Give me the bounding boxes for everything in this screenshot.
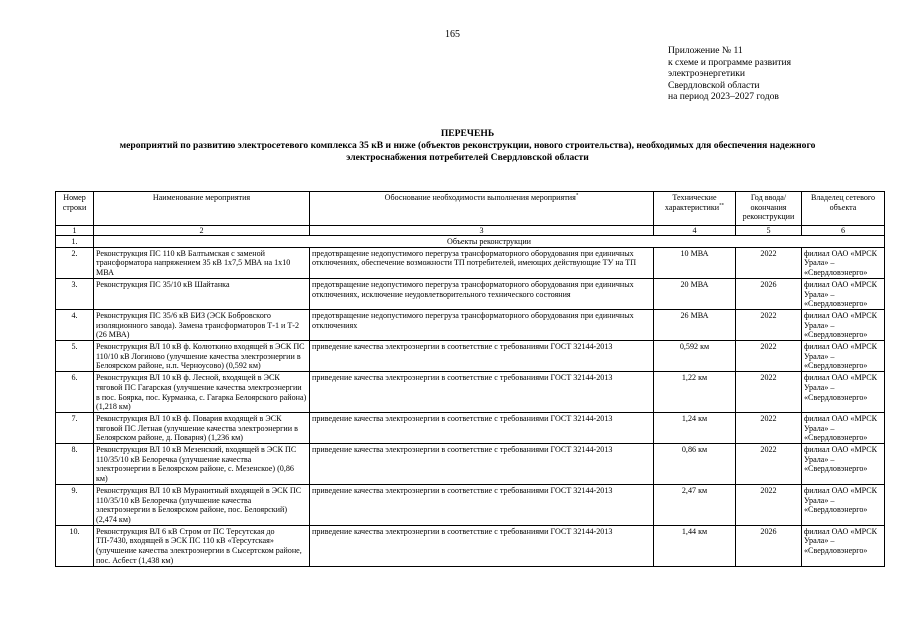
section-label: Объекты реконструкции <box>94 236 885 248</box>
table-row <box>56 372 885 413</box>
header-tech: Технические характеристики** <box>654 192 736 226</box>
tech-spec: 20 МВА <box>654 278 736 309</box>
table-row <box>56 484 885 525</box>
year: 2022 <box>736 412 802 443</box>
measure-name: Реконструкция ВЛ 10 кВ Муранитный входящей в ЭСК ПС 110/35/10 кВ Белоречка (улучшение качества электроэнергии в Белоярском районе, пос. Белоярский) (2,474 км) <box>94 484 310 525</box>
year: 2022 <box>736 341 802 372</box>
appendix-line: на период 2023–2027 годов <box>668 91 779 103</box>
tech-spec: 26 МВА <box>654 309 736 340</box>
title-heading: ПЕРЕЧЕНЬ <box>440 128 495 139</box>
table-header-row <box>56 192 885 226</box>
header-year: Год ввода/ окончания реконструкции <box>736 192 802 226</box>
measure-name: Реконструкция ПС 35/6 кВ БИЗ (ЭСК Бобровского изоляционного завода). Замена трансформаторов Т-1 и Т-2 (26 МВА) <box>94 309 310 340</box>
measure-reason: приведение качества электроэнергии в соответствие с требованиями ГОСТ 32144-2013 <box>310 372 654 413</box>
row-number: 10. <box>56 525 94 566</box>
measure-name: Реконструкция ПС 35/10 кВ Шайтанка <box>94 278 310 309</box>
column-index: 2 <box>94 226 310 236</box>
title-line-2: электроснабжения потребителей Свердловской области <box>346 152 589 163</box>
year: 2026 <box>736 525 802 566</box>
measure-name: Реконструкция ВЛ 10 кВ ф. Лесной, входящей в ЭСК тяговой ПС Гагарская (улучшение качества электроэнергии в пос. Боярка, пос. Курманка, с. Гагарка Белоярского района) (1,218 км) <box>94 372 310 413</box>
column-index-row <box>56 226 885 236</box>
document-title <box>60 128 875 164</box>
year: 2022 <box>736 372 802 413</box>
tech-spec: 0,86 км <box>654 444 736 485</box>
measure-reason: приведение качества электроэнергии в соответствие с требованиями ГОСТ 32144-2013 <box>310 525 654 566</box>
header-owner: Владелец сетевого объекта <box>802 192 885 226</box>
measure-reason: предотвращение недопустимого перегруза трансформаторного оборудования при единичных отключениях, исключение неудовлетворительного технического состояния <box>310 278 654 309</box>
measures-table <box>55 191 885 567</box>
network-owner: филиал ОАО «МРСК Урала» – «Свердловэнерго» <box>802 341 885 372</box>
measure-reason: предотвращение недопустимого перегруза трансформаторного оборудования при единичных отключениях <box>310 309 654 340</box>
footnote-mark: ** <box>719 203 725 209</box>
year: 2022 <box>736 247 802 278</box>
measure-name: Реконструкция ВЛ 10 кВ ф. Колюткино входящей в ЭСК ПС 110/10 кВ Логиново (улучшение качества электроэнергии в Белоярском районе, н.п. Черноусово) (0,592 км) <box>94 341 310 372</box>
tech-spec: 10 МВА <box>654 247 736 278</box>
row-number: 6. <box>56 372 94 413</box>
network-owner: филиал ОАО «МРСК Урала» – «Свердловэнерго» <box>802 484 885 525</box>
header-reason: Обоснование необходимости выполнения мероприятия* <box>310 192 654 226</box>
network-owner: филиал ОАО «МРСК Урала» – «Свердловэнерго» <box>802 444 885 485</box>
tech-spec: 1,22 км <box>654 372 736 413</box>
measure-name: Реконструкция ВЛ 10 кВ ф. Повария входящей в ЭСК тяговой ПС Летная (улучшение качества электроэнергии в Белоярском районе, д. Поварня) (1,236 км) <box>94 412 310 443</box>
measure-reason: приведение качества электроэнергии в соответствие с требованиями ГОСТ 32144-2013 <box>310 341 654 372</box>
column-index: 4 <box>654 226 736 236</box>
row-number: 8. <box>56 444 94 485</box>
table-row <box>56 309 885 340</box>
section-row <box>56 236 885 248</box>
table-row <box>56 525 885 566</box>
row-number: 4. <box>56 309 94 340</box>
appendix-line: Свердловской области <box>668 79 760 91</box>
measure-reason: приведение качества электроэнергии в соответствие с требованиями ГОСТ 32144-2013 <box>310 412 654 443</box>
network-owner: филиал ОАО «МРСК Урала» – «Свердловэнерго» <box>802 309 885 340</box>
table-row <box>56 412 885 443</box>
row-number: 7. <box>56 412 94 443</box>
appendix-line: электроэнергетики <box>668 68 746 80</box>
column-index: 5 <box>736 226 802 236</box>
network-owner: филиал ОАО «МРСК Урала» – «Свердловэнерго» <box>802 372 885 413</box>
year: 2026 <box>736 278 802 309</box>
row-number: 9. <box>56 484 94 525</box>
year: 2022 <box>736 309 802 340</box>
tech-spec: 2,47 км <box>654 484 736 525</box>
tech-spec: 1,24 км <box>654 412 736 443</box>
footnote-mark: * <box>575 193 579 199</box>
row-number: 3. <box>56 278 94 309</box>
measure-name: Реконструкция ВЛ 10 кВ Мезенский, входящей в ЭСК ПС 110/35/10 кВ Белоречка (улучшение качества электроэнергии в Белоярском районе, с. Мезенское) (0,86 км) <box>94 444 310 485</box>
header-num: Номер строки <box>56 192 94 226</box>
measure-name: Реконструкция ВЛ 6 кВ Стром от ПС Терсутская до ТП-7430, входящей в ЭСК ПС 110 кВ «Терсутская» (улучшение качества электроэнергии в Сысертском районе, пос. Асбест (1,438 км) <box>94 525 310 566</box>
measure-name: Реконструкция ПС 110 кВ Балтымская с заменой трансформатора напряжением 35 кВ 1х7,5 МВА на 1х10 МВА <box>94 247 310 278</box>
row-number: 5. <box>56 341 94 372</box>
section-number: 1. <box>56 236 94 248</box>
year: 2022 <box>736 444 802 485</box>
network-owner: филиал ОАО «МРСК Урала» – «Свердловэнерго» <box>802 525 885 566</box>
column-index: 3 <box>310 226 654 236</box>
row-number: 2. <box>56 247 94 278</box>
column-index: 6 <box>802 226 885 236</box>
table-row <box>56 247 885 278</box>
appendix-note <box>668 45 791 103</box>
column-index: 1 <box>56 226 94 236</box>
header-name: Наименование мероприятия <box>94 192 310 226</box>
network-owner: филиал ОАО «МРСК Урала» – «Свердловэнерго» <box>802 278 885 309</box>
tech-spec: 0,592 км <box>654 341 736 372</box>
table-row <box>56 341 885 372</box>
appendix-line: Приложение № 11 <box>668 45 743 56</box>
measure-reason: приведение качества электроэнергии в соответствие с требованиями ГОСТ 32144-2013 <box>310 444 654 485</box>
year: 2022 <box>736 484 802 525</box>
title-line-1: мероприятий по развитию электросетевого комплекса 35 кВ и ниже (объектов реконструкции, нового строительства), необходимых для обеспечения надежного <box>119 140 816 151</box>
measure-reason: предотвращение недопустимого перегруза трансформаторного оборудования при единичных отключениях, обеспечение возможности ТП потребителей, имеющих действующие ТУ на ТП <box>310 247 654 278</box>
page-number: 165 <box>445 29 460 40</box>
tech-spec: 1,44 км <box>654 525 736 566</box>
table-row <box>56 444 885 485</box>
network-owner: филиал ОАО «МРСК Урала» – «Свердловэнерго» <box>802 247 885 278</box>
measure-reason: приведение качества электроэнергии в соответствие с требованиями ГОСТ 32144-2013 <box>310 484 654 525</box>
table-row <box>56 278 885 309</box>
network-owner: филиал ОАО «МРСК Урала» – «Свердловэнерго» <box>802 412 885 443</box>
appendix-line: к схеме и программе развития <box>668 56 792 68</box>
